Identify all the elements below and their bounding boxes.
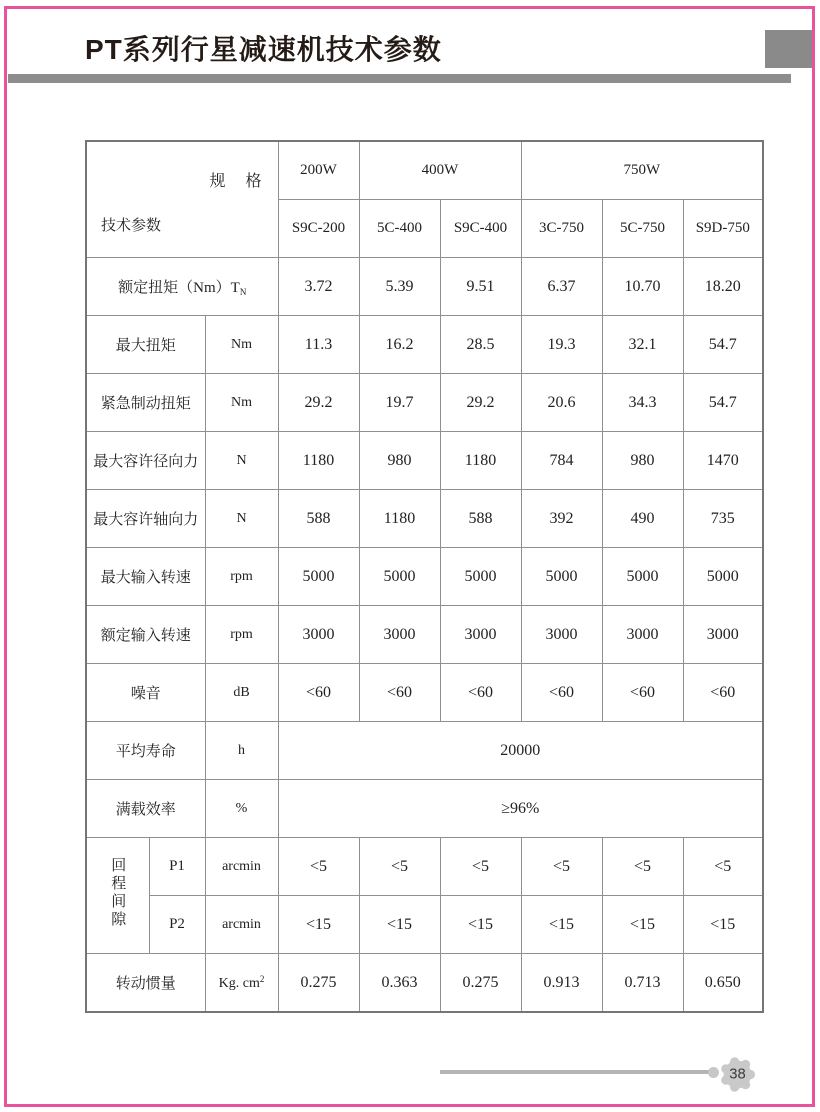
value-cell: <5 <box>278 838 359 896</box>
table-row-rated-speed <box>86 606 763 664</box>
row-label: 最大扭矩 <box>86 316 205 374</box>
value-cell: 5000 <box>602 548 683 606</box>
footer-rule <box>440 1070 712 1074</box>
table-row-noise <box>86 664 763 722</box>
value-cell: 34.3 <box>602 374 683 432</box>
value-cell: 1180 <box>440 432 521 490</box>
row-unit: dB <box>205 664 278 722</box>
table-row-brake-torque <box>86 374 763 432</box>
value-cell: 3000 <box>521 606 602 664</box>
value-cell: 0.913 <box>521 954 602 1013</box>
row-unit: rpm <box>205 548 278 606</box>
row-label: 最大容许轴向力 <box>86 490 205 548</box>
value-cell: <5 <box>683 838 763 896</box>
backlash-group-label-text: 回程间隙 <box>109 857 126 929</box>
value-cell: 490 <box>602 490 683 548</box>
value-cell: <60 <box>521 664 602 722</box>
row-label: 满载效率 <box>86 780 205 838</box>
value-cell: <60 <box>683 664 763 722</box>
value-cell: 735 <box>683 490 763 548</box>
row-label <box>86 258 278 316</box>
merged-value-cell: 20000 <box>278 722 763 780</box>
table-header-row-power <box>86 141 763 200</box>
value-cell: 6.37 <box>521 258 602 316</box>
page-number-gear-icon <box>719 1056 756 1093</box>
value-cell: 5000 <box>359 548 440 606</box>
value-cell: <15 <box>602 896 683 954</box>
row-label: 最大输入转速 <box>86 548 205 606</box>
value-cell: <5 <box>440 838 521 896</box>
row-unit <box>205 954 278 1013</box>
value-cell: <60 <box>602 664 683 722</box>
row-label: 额定输入转速 <box>86 606 205 664</box>
model-header: S9C-400 <box>440 200 521 258</box>
value-cell: 3000 <box>278 606 359 664</box>
table-row-inertia <box>86 954 763 1013</box>
table-row-life <box>86 722 763 780</box>
value-cell: 11.3 <box>278 316 359 374</box>
value-cell: 1180 <box>359 490 440 548</box>
footer-rule-end-dot <box>708 1067 719 1078</box>
row-label-subscript: N <box>239 287 247 297</box>
corner-spec-label: 规 格 <box>209 173 264 190</box>
value-cell: 19.7 <box>359 374 440 432</box>
page-title: PT系列行星减速机技术参数 <box>85 34 442 65</box>
power-group-header-200w: 200W <box>278 141 359 200</box>
value-cell: 5000 <box>440 548 521 606</box>
row-unit: N <box>205 432 278 490</box>
value-cell: 3000 <box>359 606 440 664</box>
value-cell: 0.275 <box>278 954 359 1013</box>
value-cell: 54.7 <box>683 316 763 374</box>
value-cell: 20.6 <box>521 374 602 432</box>
model-header: 3C-750 <box>521 200 602 258</box>
value-cell: 29.2 <box>440 374 521 432</box>
row-label: 最大容许径向力 <box>86 432 205 490</box>
value-cell: 28.5 <box>440 316 521 374</box>
value-cell: 588 <box>440 490 521 548</box>
table-row-rated-torque <box>86 258 763 316</box>
model-header: 5C-750 <box>602 200 683 258</box>
row-label: 平均寿命 <box>86 722 205 780</box>
table-row-max-torque <box>86 316 763 374</box>
row-label: 转动惯量 <box>86 954 205 1013</box>
value-cell: <5 <box>602 838 683 896</box>
corner-accent-square <box>765 30 812 68</box>
value-cell: 980 <box>602 432 683 490</box>
power-group-header-400w: 400W <box>359 141 521 200</box>
value-cell: <60 <box>440 664 521 722</box>
row-unit: Nm <box>205 316 278 374</box>
power-group-header-750w: 750W <box>521 141 763 200</box>
value-cell: 0.363 <box>359 954 440 1013</box>
value-cell: 3.72 <box>278 258 359 316</box>
row-label-text: 额定扭矩（Nm）T <box>118 280 240 296</box>
spec-table <box>85 140 764 1013</box>
corner-cell <box>86 141 278 258</box>
row-label: P1 <box>149 838 205 896</box>
model-header: S9C-200 <box>278 200 359 258</box>
value-cell: 54.7 <box>683 374 763 432</box>
row-unit: % <box>205 780 278 838</box>
value-cell: <60 <box>278 664 359 722</box>
value-cell: 392 <box>521 490 602 548</box>
page-number: 38 <box>729 1066 746 1083</box>
table-row-efficiency <box>86 780 763 838</box>
value-cell: <15 <box>440 896 521 954</box>
value-cell: 980 <box>359 432 440 490</box>
corner-params-label: 技术参数 <box>101 218 162 234</box>
merged-value-cell: ≥96% <box>278 780 763 838</box>
model-header: S9D-750 <box>683 200 763 258</box>
value-cell: 32.1 <box>602 316 683 374</box>
row-unit: h <box>205 722 278 780</box>
value-cell: 3000 <box>440 606 521 664</box>
value-cell: 3000 <box>602 606 683 664</box>
value-cell: 5000 <box>683 548 763 606</box>
value-cell: 0.713 <box>602 954 683 1013</box>
value-cell: 1470 <box>683 432 763 490</box>
row-unit: arcmin <box>205 838 278 896</box>
row-unit: N <box>205 490 278 548</box>
value-cell: 588 <box>278 490 359 548</box>
row-label: P2 <box>149 896 205 954</box>
value-cell: 3000 <box>683 606 763 664</box>
value-cell: 18.20 <box>683 258 763 316</box>
table-row-backlash-p1 <box>86 838 763 896</box>
title-underline-bar <box>8 74 791 83</box>
value-cell: 29.2 <box>278 374 359 432</box>
row-unit: arcmin <box>205 896 278 954</box>
backlash-group-label <box>86 838 149 954</box>
table-row-backlash-p2 <box>86 896 763 954</box>
value-cell: 16.2 <box>359 316 440 374</box>
value-cell: <15 <box>521 896 602 954</box>
value-cell: 9.51 <box>440 258 521 316</box>
table-row-max-speed <box>86 548 763 606</box>
row-unit-superscript: 2 <box>259 973 265 984</box>
value-cell: 0.650 <box>683 954 763 1013</box>
value-cell: <15 <box>278 896 359 954</box>
value-cell: 5000 <box>521 548 602 606</box>
value-cell: 19.3 <box>521 316 602 374</box>
table-row-radial-force <box>86 432 763 490</box>
row-unit: rpm <box>205 606 278 664</box>
value-cell: 0.275 <box>440 954 521 1013</box>
row-label: 噪音 <box>86 664 205 722</box>
value-cell: 1180 <box>278 432 359 490</box>
value-cell: <5 <box>521 838 602 896</box>
value-cell: <15 <box>683 896 763 954</box>
value-cell: <15 <box>359 896 440 954</box>
value-cell: 784 <box>521 432 602 490</box>
value-cell: 5000 <box>278 548 359 606</box>
model-header: 5C-400 <box>359 200 440 258</box>
value-cell: <5 <box>359 838 440 896</box>
value-cell: 5.39 <box>359 258 440 316</box>
value-cell: <60 <box>359 664 440 722</box>
table-row-axial-force <box>86 490 763 548</box>
row-unit-text: Kg. cm <box>218 975 260 991</box>
row-label: 紧急制动扭矩 <box>86 374 205 432</box>
row-unit: Nm <box>205 374 278 432</box>
value-cell: 10.70 <box>602 258 683 316</box>
